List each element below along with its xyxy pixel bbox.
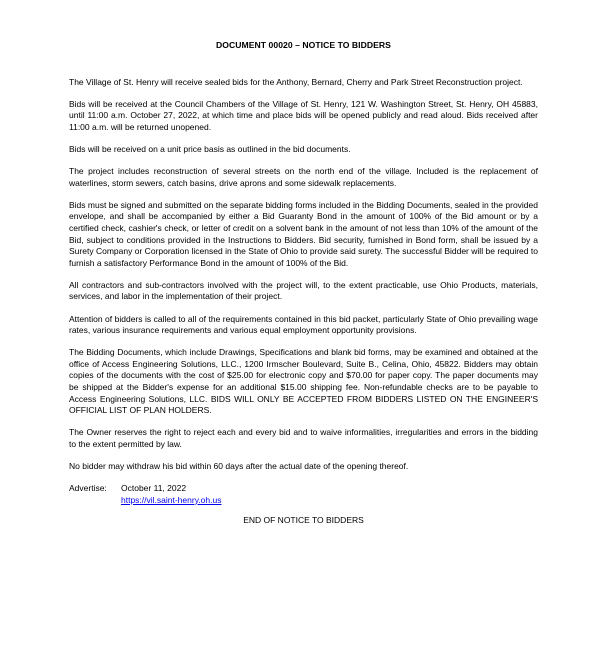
paragraph-ohio-products: All contractors and sub-contractors involved with the project will, to the extent practicable, use Ohio Products, materials, services, and labor in the implementation of their project. bbox=[69, 279, 538, 302]
advertise-values bbox=[121, 483, 221, 506]
end-of-notice: END OF NOTICE TO BIDDERS bbox=[243, 515, 364, 526]
paragraph-withdrawal: No bidder may withdraw his bid within 60 days after the actual date of the opening thereof. bbox=[69, 460, 409, 471]
advertise-label: Advertise: bbox=[69, 483, 107, 494]
document-title: DOCUMENT 00020 – NOTICE TO BIDDERS bbox=[216, 40, 391, 50]
document-page bbox=[69, 40, 538, 527]
paragraph-bid-security: Bids must be signed and submitted on the separate bidding forms included in the Bidding Documents, sealed in the provided envelope, and shall be accompanied by either a Bid Guaranty Bond in the amount of 100% of the Bid amount or by a certified check, cashier's check, or letter of credit on a solvent bank in the amount of not less than 10% of the amount of the Bid, subject to conditions provided in the Instructions to Bidders. Bid security, furnished in Bond form, shall be issued by a Surety Company or Corporation licensed in the State of Ohio to provide said surety. The successful Bidder will be required to furnish a satisfactory Performance Bond in the amount of 100% of the Bid. bbox=[69, 199, 538, 268]
paragraph-requirements: Attention of bidders is called to all of the requirements contained in this bid packet, particularly State of Ohio prevailing wage rates, various insurance requirements and various equal employment opportunity provisions. bbox=[69, 313, 538, 336]
advertise-block bbox=[69, 483, 538, 506]
advertise-date: October 11, 2022 bbox=[121, 483, 187, 494]
paragraph-owner-rights: The Owner reserves the right to reject each and every bid and to waive informalities, irregularities and errors in the bidding to the extent permitted by law. bbox=[69, 427, 538, 449]
paragraph-project-scope: The project includes reconstruction of several streets on the north end of the village. Included is the replacement of waterlines, storm sewers, catch basins, drive aprons and some sidewalk replacements. bbox=[69, 166, 538, 188]
paragraph-bidding-documents: The Bidding Documents, which include Drawings, Specifications and blank bid forms, may be examined and obtained at the office of Access Engineering Solutions, LLC., 1200 Irmscher Boulevard, Suite B., Celina, Ohio, 45822. Bidders may obtain copies of the documents with the cost of $25.00 for electronic copy and $70.00 for paper copy. The paper documents may be shipped at the Bidder's expense for an additional $15.00 shipping fee. Non-refundable checks are to be payable to Access Engineering Solutions, LLC. BIDS WILL ONLY BE ACCEPTED FROM BIDDERS LISTED ON THE ENGINEER'S OFFICIAL LIST OF PLAN HOLDERS. bbox=[69, 347, 538, 416]
website-link[interactable]: https://vil.saint-henry.oh.us bbox=[121, 494, 222, 505]
paragraph-bid-location: Bids will be received at the Council Chambers of the Village of St. Henry, 121 W. Washington Street, St. Henry, OH 45883, until 11:00 a.m. October 27, 2022, at which time and place bids will be opened publicly and read aloud. Bids received after 11:00 a.m. will be returned unopened. bbox=[69, 98, 538, 132]
paragraph-intro: The Village of St. Henry will receive sealed bids for the Anthony, Bernard, Cherry and Park Street Reconstruction project. bbox=[69, 76, 523, 87]
paragraph-unit-price: Bids will be received on a unit price basis as outlined in the bid documents. bbox=[69, 143, 351, 154]
